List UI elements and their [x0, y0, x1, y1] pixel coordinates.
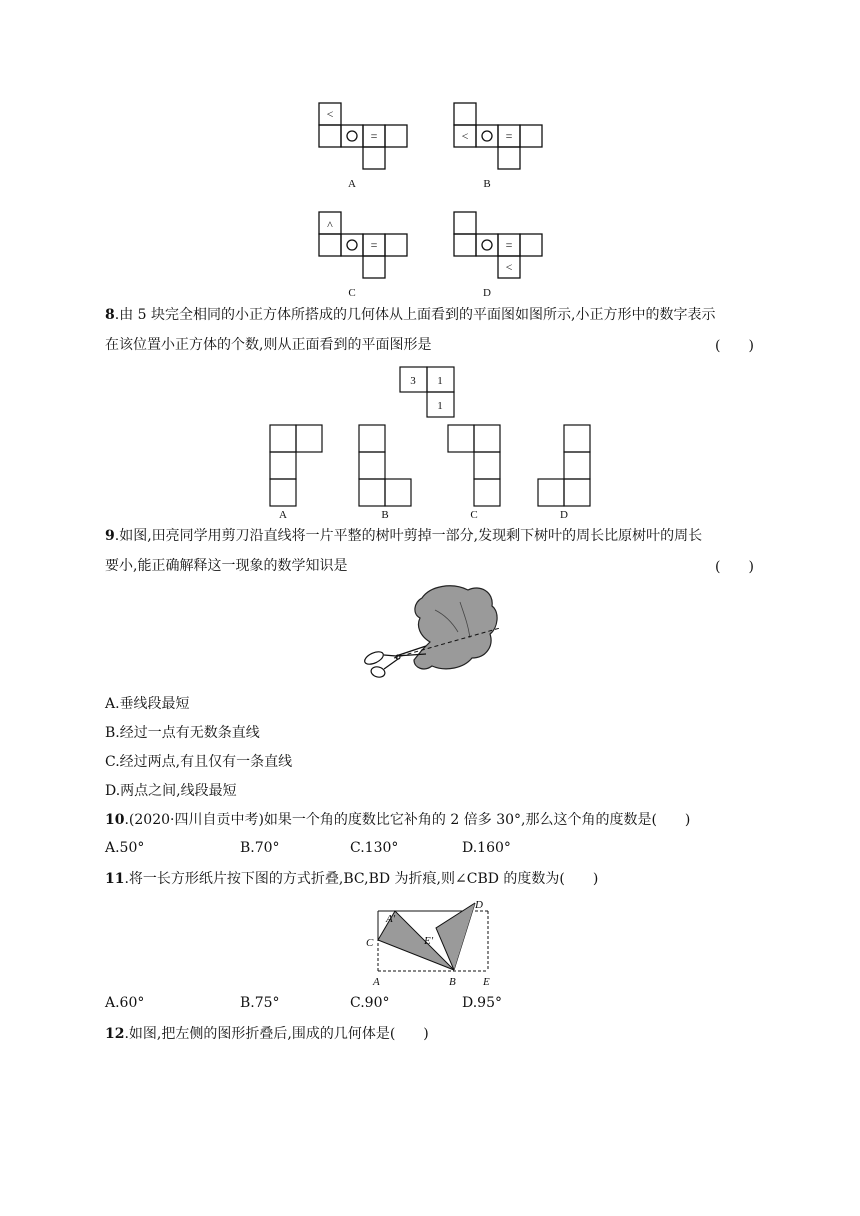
- q11-label-a1: A′: [386, 913, 396, 925]
- q7-a-top-mark: <: [326, 107, 334, 121]
- q7-c-top-mark: ^: [327, 218, 333, 232]
- q9-option-a: A.垂线段最短: [105, 696, 190, 712]
- leaf-shape: [414, 586, 497, 669]
- q9-number: 9: [105, 528, 115, 544]
- q10-option-c: C.130°: [350, 840, 399, 856]
- q11-question: 11.将一长方形纸片按下图的方式折叠,BC,BD 为折痕,则∠CBD 的度数为( ): [105, 871, 599, 887]
- q7-label-a: A: [348, 178, 356, 190]
- q11-label-c: C: [366, 937, 374, 949]
- q10-option-a: A.50°: [105, 840, 145, 856]
- q12-question: 12.如图,把左侧的图形折叠后,围成的几何体是( ): [105, 1026, 429, 1042]
- q8-top-view-grid: [396, 364, 460, 420]
- q8-number: 8: [105, 307, 115, 323]
- q7-b-eq-mark: =: [505, 129, 513, 143]
- q9-option-c: C.经过两点,有且仅有一条直线: [105, 754, 293, 770]
- q11-label-b: B: [449, 976, 456, 988]
- q9-option-b: B.经过一点有无数条直线: [105, 725, 260, 741]
- q11-folding-figure: [360, 893, 500, 993]
- q11-option-b: B.75°: [240, 995, 280, 1011]
- q10-question: 10.(2020·四川自贡中考)如果一个角的度数比它补角的 2 倍多 30°,那么这个角的度数是( ): [105, 812, 691, 828]
- q7-label-b: B: [483, 178, 491, 190]
- q12-number: 12: [105, 1026, 125, 1042]
- q10-number: 10: [105, 812, 125, 828]
- q11-option-a: A.60°: [105, 995, 145, 1011]
- q8-option-label-c: C: [470, 509, 478, 520]
- q8-grid-num-2: 1: [437, 375, 443, 387]
- q10-option-b: B.70°: [240, 840, 280, 856]
- q8-line2: 在该位置小正方体的个数,则从正面看到的平面图形是: [105, 337, 432, 353]
- q9-option-d: D.两点之间,线段最短: [105, 783, 237, 799]
- q11-label-e: E: [483, 976, 490, 988]
- q8-line1: 8.由 5 块完全相同的小正方体所搭成的几何体从上面看到的平面图如图所示,小正方形中的数字表示: [105, 307, 716, 323]
- q7-b-left-mark: <: [461, 129, 469, 143]
- q8-answer-paren: ( ): [715, 338, 754, 354]
- q7-d-eq-mark: =: [505, 238, 513, 252]
- q9-leaf-scissors-figure: [360, 580, 510, 685]
- q11-number: 11: [105, 871, 125, 887]
- q8-grid-num-3: 1: [437, 400, 443, 412]
- q11-option-c: C.90°: [350, 995, 390, 1011]
- q7-c-eq-mark: =: [370, 238, 378, 252]
- q8-option-label-b: B: [381, 509, 389, 520]
- q11-label-a: A: [373, 976, 380, 988]
- q11-label-d: D: [475, 899, 483, 911]
- q7-label-c: C: [348, 287, 356, 299]
- q7-nets-figure: [300, 95, 560, 310]
- q11-option-d: D.95°: [462, 995, 502, 1011]
- q10-option-d: D.160°: [462, 840, 511, 856]
- q9-answer-paren: ( ): [715, 559, 754, 575]
- q7-d-bottom-mark: <: [505, 260, 513, 274]
- q8-options-figure: [262, 420, 602, 520]
- q7-a-eq-mark: =: [370, 129, 378, 143]
- q9-line2: 要小,能正确解释这一现象的数学知识是: [105, 558, 348, 574]
- q11-label-e1: E′: [424, 935, 434, 947]
- q8-grid-num-1: 3: [410, 375, 416, 387]
- q8-option-label-a: A: [279, 509, 287, 520]
- q7-label-d: D: [483, 287, 491, 299]
- q8-option-label-d: D: [560, 509, 568, 520]
- q9-line1: 9.如图,田亮同学用剪刀沿直线将一片平整的树叶剪掉一部分,发现剩下树叶的周长比原树叶的周长: [105, 528, 703, 544]
